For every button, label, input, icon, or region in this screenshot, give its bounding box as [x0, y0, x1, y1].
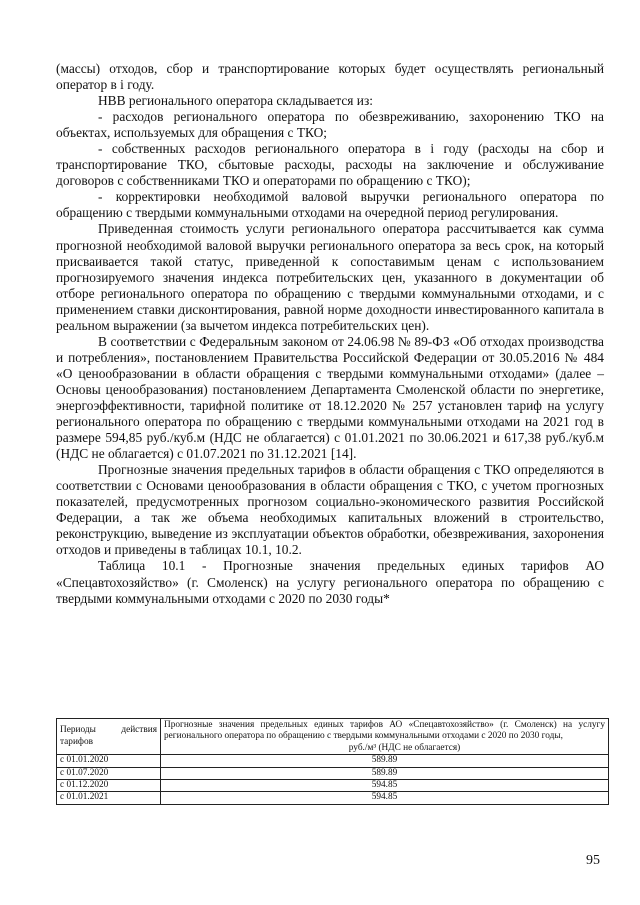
- row-period: с 01.01.2020: [57, 755, 161, 767]
- header-value: [161, 719, 609, 755]
- page-number: 95: [586, 853, 600, 868]
- table-row: [57, 767, 609, 779]
- table-caption: Таблица 10.1 - Прогнозные значения предельных единых тарифов АО «Спецавтохозяйство» (г. Смоленск) на услугу регионального оператора по обращению с твердыми коммунальными отходами с 2020 по 2030 годы*: [56, 558, 604, 606]
- row-period: с 01.12.2020: [57, 780, 161, 792]
- list-item-correction: - корректировки необходимой валовой выручки регионального оператора по обращению с твердыми коммунальными отходами на очередной период регулирования.: [56, 189, 604, 221]
- body-text: [56, 61, 604, 607]
- row-value: 589.89: [161, 755, 609, 767]
- paragraph-service-cost: Приведенная стоимость услуги регионального оператора рассчитывается как сумма прогнозной необходимой валовой выручки регионального оператора за весь срок, на который присваивается такой статус, приведенной к сопоставимым ценам с использованием прогнозируемого значения индекса потребительских цен, указанного в документации об отборе регионального оператора по обращению с твердыми коммунальными отходами, и с применением ставки дисконтирования, равной норме доходности инвестированного капитала в реальном выражении (за вычетом индекса потребительских цен).: [56, 221, 604, 333]
- paragraph-nvv-intro: НВВ регионального оператора складывается из:: [98, 93, 373, 109]
- row-value: 589.89: [161, 767, 609, 779]
- header-period: Периоды действия тарифов: [57, 719, 161, 755]
- list-item-own-costs: - собственных расходов регионального оператора в i году (расходы на сбор и транспортирование ТКО, сбытовые расходы, расходы на заключение и обслуживание договоров с собственниками ТКО и операторами по обращению с ТКО);: [56, 141, 604, 189]
- row-period: с 01.07.2020: [57, 767, 161, 779]
- header-value-text: Прогнозные значения предельных единых тарифов АО «Спецавтохозяйство» (г. Смоленск) на услугу регионального оператора по обращению с твердыми коммунальными отходами с 2020 по 2030 годы,: [164, 720, 605, 742]
- row-value: 594.85: [161, 780, 609, 792]
- paragraph-forecast: Прогнозные значения предельных тарифов в области обращения с ТКО определяются в соответствии с Основами ценообразования в области обращения с ТКО, с учетом прогнозных показателей, предусмотренных прогнозом социально-экономического развития Российской Федерации, а так же объема необходимых капитальных вложений в строительство, реконструкцию, выведение из эксплуатации объектов обработки, обезвреживания, захоронения отходов и приведены в таблицах 10.1, 10.2.: [56, 462, 604, 558]
- table-row: [57, 755, 609, 767]
- row-value: 594.85: [161, 792, 609, 804]
- table-row: [57, 780, 609, 792]
- paragraph-continuation: (массы) отходов, сбор и транспортирование которых будет осуществлять региональный оператор в i году.: [56, 61, 604, 93]
- header-unit: руб./м³ (НДС не облагается): [348, 742, 461, 753]
- table-row: [57, 792, 609, 804]
- list-item-disposal-costs: - расходов регионального оператора по обезвреживанию, захоронению ТКО на объектах, используемых для обращения с ТКО;: [56, 109, 604, 141]
- table-header-row: [57, 719, 609, 755]
- tariff-table: [56, 718, 609, 805]
- paragraph-legal-basis: В соответствии с Федеральным законом от 24.06.98 № 89-ФЗ «Об отходах производства и потребления», постановлением Правительства Российской Федерации от 30.05.2016 № 484 «О ценообразовании в области обращения с твердыми коммунальными отходами» (далее – Основы ценообразования) постановлением Департамента Смоленской области по энергетике, энергоэффективности, тарифной политике от 18.12.2020 № 257 установлен тариф на услугу регионального оператора по обращению с твердыми коммунальными отходами на 2021 год в размере 594,85 руб./куб.м (НДС не облагается) с 01.01.2021 по 30.06.2021 и 617,38 руб./куб.м (НДС не облагается) с 01.07.2021 по 31.12.2021 [14].: [56, 333, 604, 462]
- row-period: с 01.01.2021: [57, 792, 161, 804]
